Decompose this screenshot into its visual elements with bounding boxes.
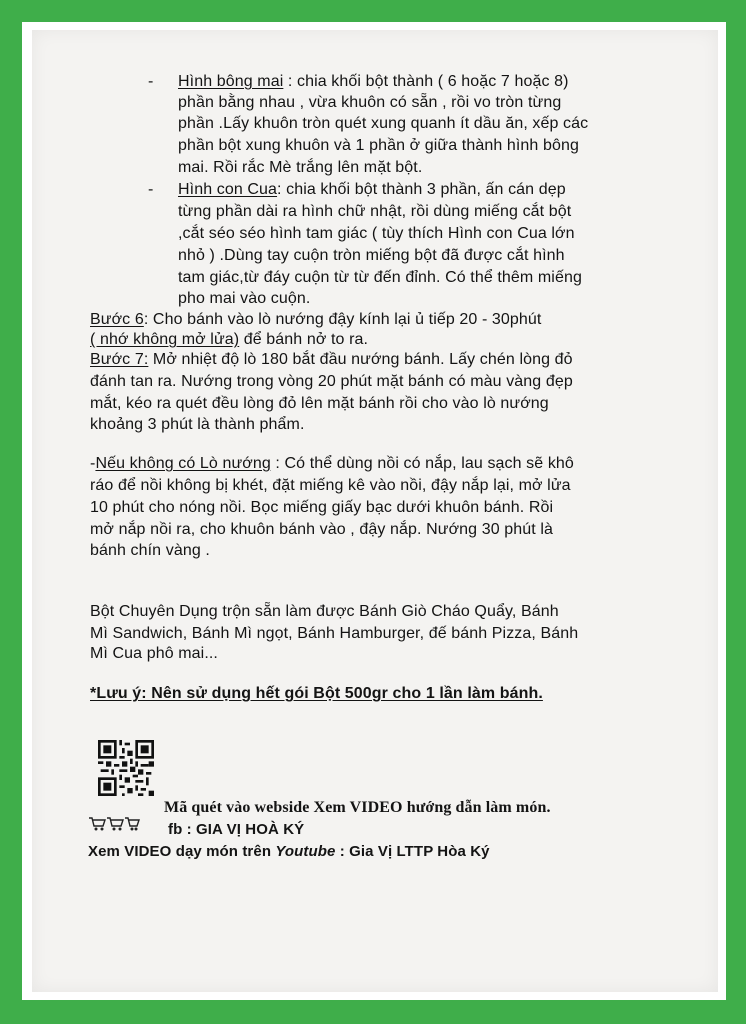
step7-line-3: mắt, kéo ra quét đều lòng đỏ lên mặt bánh rồi cho vào lò nướng bbox=[90, 395, 549, 412]
step6-line-1: Bước 6: Cho bánh vào lò nướng đậy kính lại ủ tiếp 20 - 30phút bbox=[90, 311, 542, 328]
flower-title: Hình bông mai bbox=[178, 73, 284, 90]
crab-line-4: nhỏ ) .Dùng tay cuộn tròn miếng bột đã được cắt hình bbox=[178, 247, 565, 264]
document-content bbox=[32, 30, 718, 992]
fb-line: fb : GIA VỊ HOÀ KÝ bbox=[168, 821, 305, 838]
uses-line-3: Mì Cua phô mai... bbox=[90, 645, 218, 662]
flower-line-1: Hình bông mai : chia khối bột thành ( 6 hoặc 7 hoặc 8) bbox=[178, 73, 569, 90]
crab-line-5: tam giác,từ đáy cuộn từ từ đến đỉnh. Có thể thêm miếng bbox=[178, 269, 582, 286]
note-line: *Lưu ý: Nên sử dụng hết gói Bột 500gr cho 1 lần làm bánh. bbox=[90, 685, 543, 702]
no-oven-line-5: bánh chín vàng . bbox=[90, 542, 210, 559]
uses-line-1: Bột Chuyên Dụng trộn sẵn làm được Bánh Giò Cháo Quẩy, Bánh bbox=[90, 603, 559, 620]
no-oven-label: Nếu không có Lò nướng bbox=[95, 455, 271, 472]
flower-line-2: phần bằng nhau , vừa khuôn có sẵn , rồi vo tròn từng bbox=[178, 94, 562, 111]
step7-label: Bước 7: bbox=[90, 351, 149, 368]
flower-line-4: phần bột xung khuôn và 1 phần ở giữa thành hình bông bbox=[178, 137, 579, 154]
crab-title: Hình con Cua bbox=[178, 181, 278, 198]
youtube-line: Xem VIDEO dạy món trên Youtube : Gia Vị LTTP Hòa Ký bbox=[88, 843, 490, 860]
step7-line-4: khoảng 3 phút là thành phẩm. bbox=[90, 416, 305, 433]
shopping-cart-icon bbox=[88, 816, 140, 832]
step6-line-2: ( nhớ không mở lửa) để bánh nở to ra. bbox=[90, 331, 369, 348]
step6-label: Bước 6 bbox=[90, 311, 144, 328]
crab-line-3: ,cắt séo séo hình tam giác ( tùy thích Hình con Cua lớn bbox=[178, 225, 575, 242]
step7-line-1: Bước 7: Mở nhiệt độ lò 180 bắt đầu nướng bánh. Lấy chén lòng đỏ bbox=[90, 351, 573, 368]
qr-code-icon bbox=[98, 740, 154, 796]
bullet-dash: - bbox=[148, 73, 154, 90]
bullet-dash: - bbox=[148, 181, 154, 198]
crab-line-2: từng phần dài ra hình chữ nhật, rồi dùng miếng cắt bột bbox=[178, 203, 572, 220]
step7-line-2: đánh tan ra. Nướng trong vòng 20 phút mặt bánh có màu vàng đẹp bbox=[90, 373, 573, 390]
qr-caption: Mã quét vào webside Xem VIDEO hướng dẫn làm món. bbox=[164, 799, 551, 816]
crab-line-6: pho mai vào cuộn. bbox=[178, 290, 311, 307]
uses-line-2: Mì Sandwich, Bánh Mì ngọt, Bánh Hamburger, đế bánh Pizza, Bánh bbox=[90, 625, 579, 642]
flower-line-3: phần .Lấy khuôn tròn quét xung quanh ít dầu ăn, xếp các bbox=[178, 115, 589, 132]
document-page bbox=[32, 30, 718, 992]
no-oven-line-4: mở nắp nồi ra, cho khuôn bánh vào , đậy nắp. Nướng 30 phút là bbox=[90, 521, 553, 538]
step6-warning: ( nhớ không mở lửa) bbox=[90, 331, 240, 348]
flower-line-5: mai. Rồi rắc Mè trắng lên mặt bột. bbox=[178, 159, 423, 176]
no-oven-line-3: 10 phút cho nóng nồi. Bọc miếng giấy bạc dưới khuôn bánh. Rồi bbox=[90, 499, 554, 516]
no-oven-line-2: ráo để nồi không bị khét, đặt miếng kê vào nồi, đậy nắp lại, mở lửa bbox=[90, 477, 571, 494]
no-oven-line-1: -Nếu không có Lò nướng : Có thể dùng nồi có nắp, lau sạch sẽ khô bbox=[90, 455, 574, 472]
crab-line-1: Hình con Cua: chia khối bột thành 3 phần, ấn cán dẹp bbox=[178, 181, 566, 198]
youtube-word: Youtube bbox=[275, 843, 336, 860]
